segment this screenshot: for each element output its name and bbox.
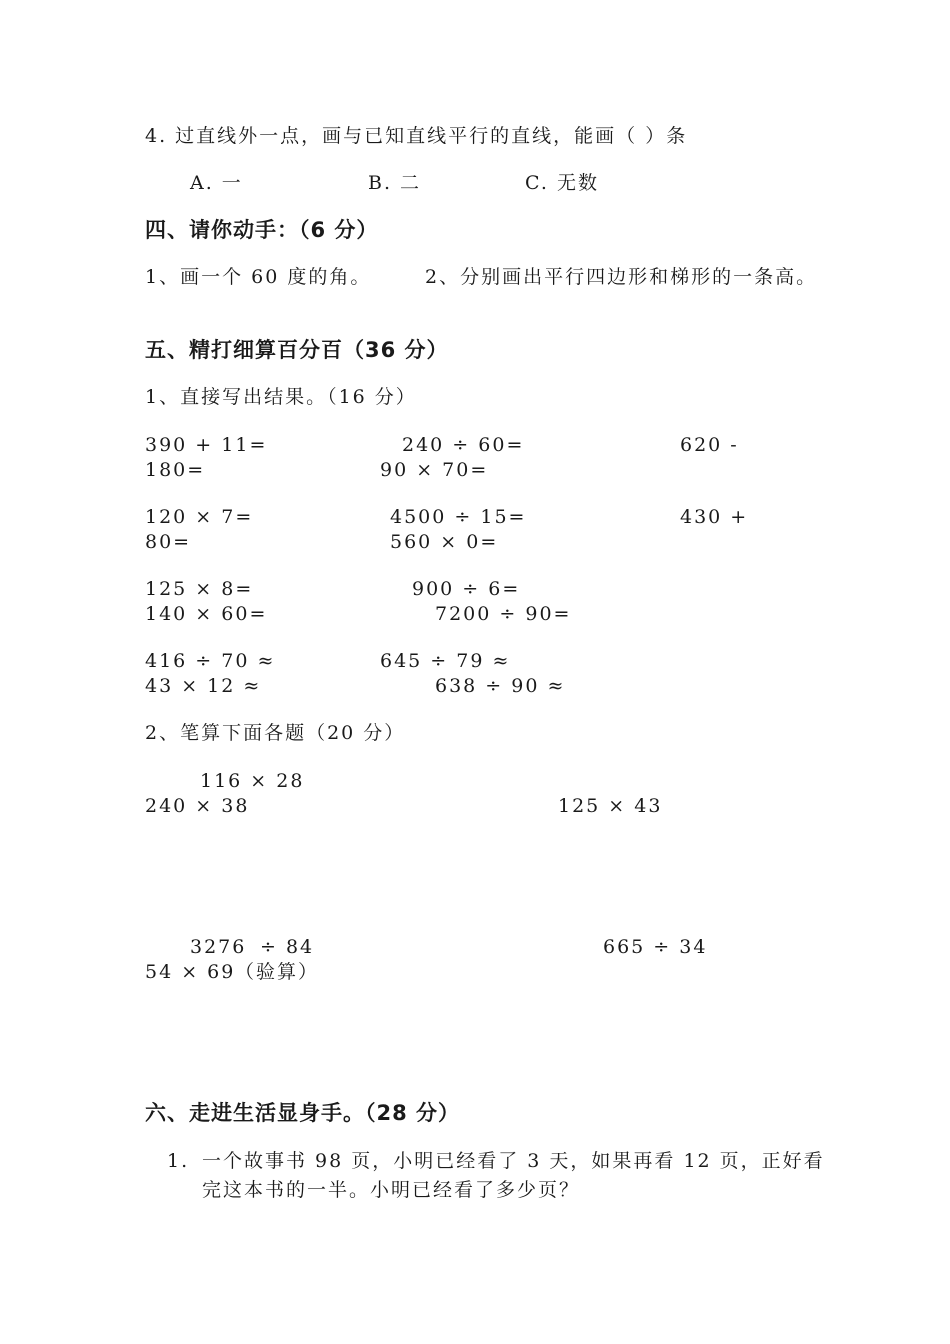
oral-calc: 140 × 60=: [145, 603, 268, 625]
section-5-title: 五、精打细算百分百（36 分）: [145, 338, 449, 362]
oral-calc: 180=: [145, 459, 206, 481]
oral-calc: 120 × 7=: [145, 506, 254, 528]
oral-calc: 620 -: [680, 434, 739, 456]
q4-option-a: A. 一: [190, 172, 243, 194]
oral-calc: 900 ÷ 6=: [412, 578, 521, 600]
oral-calc: 430 +: [680, 506, 749, 528]
written-calc: 665 ÷ 34: [603, 936, 708, 958]
q1-text-line-2: 完这本书的一半。小明已经看了多少页？: [202, 1179, 581, 1201]
oral-calc: 390 + 11=: [145, 434, 268, 456]
oral-calc: 90 × 70=: [380, 459, 489, 481]
section-4-title: 四、请你动手：（6 分）: [145, 218, 379, 242]
oral-calc: 560 × 0=: [390, 531, 499, 553]
written-calc: 240 × 38: [145, 795, 250, 817]
q4-option-b: B. 二: [368, 172, 422, 194]
oral-calc: 7200 ÷ 90=: [435, 603, 572, 625]
q1-text-line-1: 一个故事书 98 页，小明已经看了 3 天，如果再看 12 页，正好看: [202, 1150, 825, 1172]
q4-option-c: C. 无数: [525, 172, 599, 194]
oral-calc: 43 × 12 ≈: [145, 675, 262, 697]
written-calc: 54 × 69: [145, 961, 236, 983]
oral-calc: 638 ÷ 90 ≈: [435, 675, 566, 697]
oral-calc: 240 ÷ 60=: [402, 434, 525, 456]
oral-calc: 4500 ÷ 15=: [390, 506, 527, 528]
oral-calc: 125 × 8=: [145, 578, 254, 600]
sec5-part1-title: 1、直接写出结果。（16 分）: [145, 386, 417, 408]
oral-calc: 645 ÷ 79 ≈: [380, 650, 511, 672]
q1-number: 1.: [167, 1150, 190, 1172]
sec5-part2-title: 2、笔算下面各题（20 分）: [145, 722, 406, 744]
oral-calc: 80=: [145, 531, 192, 553]
sec4-item-1: 1、画一个 60 度的角。: [145, 266, 372, 288]
written-calc: ÷ 84: [260, 936, 315, 958]
written-calc: 125 × 43: [558, 795, 663, 817]
written-calc: 116 × 28: [200, 770, 305, 792]
written-calc: 3276: [190, 936, 247, 958]
section-6-title: 六、走进生活显身手。（28 分）: [145, 1101, 461, 1125]
verification-note: （验算）: [235, 961, 320, 983]
oral-calc: 416 ÷ 70 ≈: [145, 650, 276, 672]
q4-stem: 4. 过直线外一点，画与已知直线平行的直线，能画（ ）条: [145, 125, 688, 147]
sec4-item-2: 2、分别画出平行四边形和梯形的一条高。: [425, 266, 818, 288]
